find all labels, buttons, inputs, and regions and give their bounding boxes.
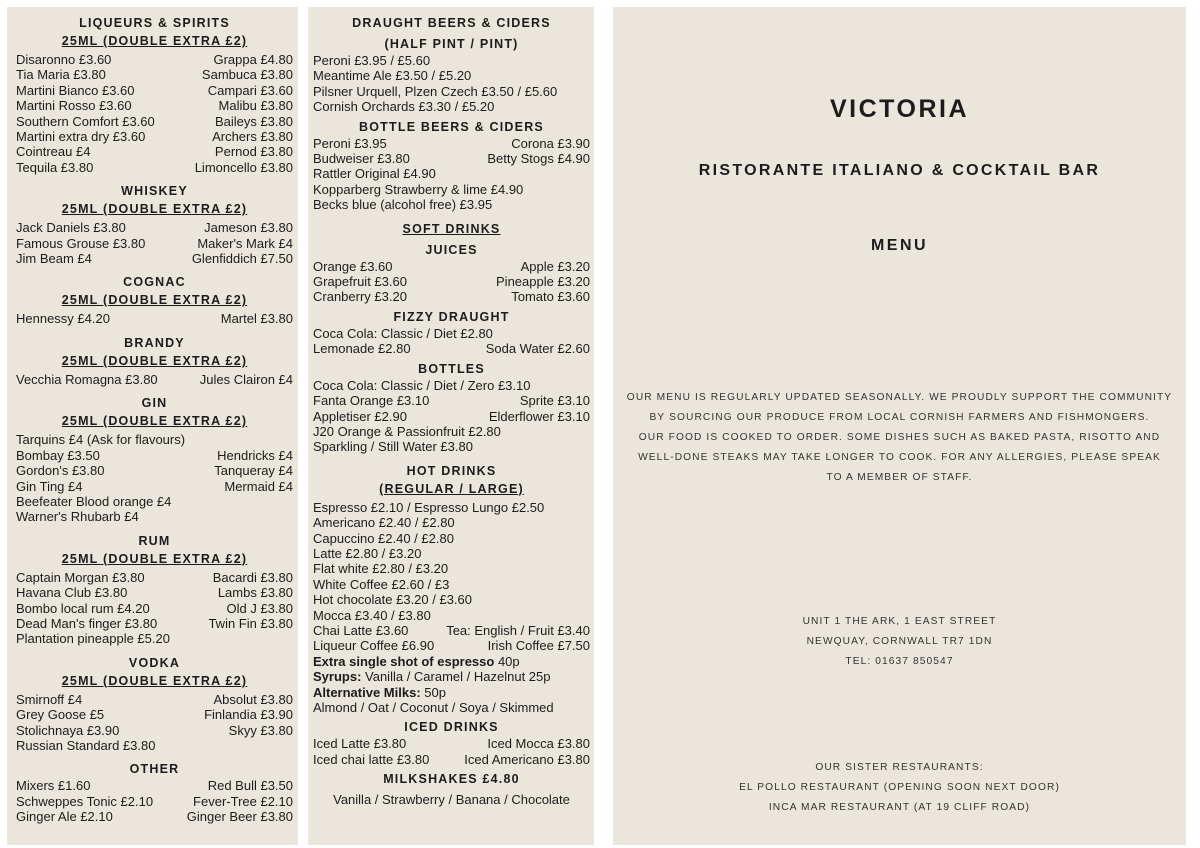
menu-row [16, 794, 293, 809]
menu-item: Plantation pineapple £5.20 [16, 631, 170, 647]
menu-item: Apple £3.20 [520, 258, 590, 274]
menu-item: Southern Comfort £3.60 [16, 113, 155, 129]
menu-row [16, 631, 293, 646]
sister-line: INCA MAR RESTAURANT (AT 19 CLIFF ROAD) [768, 802, 1031, 813]
phone-line: TEL: 01637 850547 [845, 656, 954, 667]
menu-item: Havana Club £3.80 [16, 585, 128, 601]
spacer [16, 175, 293, 179]
bold-label: Alternative Milks: [313, 684, 421, 700]
menu-item: Sprite £3.10 [519, 393, 590, 409]
menu-item: Elderflower £3.10 [488, 408, 590, 424]
menu-item: Becks blue (alcohol free) £3.95 [313, 197, 493, 213]
cover-panel [613, 7, 1186, 845]
menu-row [16, 52, 293, 67]
bold-label: Extra single shot of espresso [313, 653, 495, 669]
menu-item: Bombo local rum £4.20 [16, 600, 150, 616]
intro-line: OUR MENU IS REGULARLY UPDATED SEASONALLY. WE PROUDLY SUPPORT THE COMMUNITY [626, 392, 1173, 403]
section-title: BRANDY [124, 335, 185, 350]
menu-item: Tomato £3.60 [511, 289, 590, 305]
menu-item: Hennessy £4.20 [16, 311, 110, 327]
menu-item: Old J £3.80 [226, 600, 293, 616]
menu-row [16, 809, 293, 824]
menu-item: Tequila £3.80 [16, 159, 94, 175]
intro-line: WELL-DONE STEAKS MAY TAKE LONGER TO COOK. FOR ANY ALLERGIES, PLEASE SPEAK [638, 452, 1161, 463]
sister-heading: OUR SISTER RESTAURANTS: [815, 762, 984, 773]
section-subtitle: 25ML (DOUBLE EXTRA £2) [61, 414, 248, 429]
address-block [613, 612, 1186, 672]
intro-line: TO A MEMBER OF STAFF. [826, 472, 973, 483]
drinks-panel [308, 7, 594, 845]
restaurant-name: VICTORIA [830, 95, 969, 123]
section-title: DRAUGHT BEERS & CIDERS [352, 16, 551, 30]
section-title: BOTTLE BEERS & CIDERS [359, 119, 544, 134]
menu-item: Jameson £3.80 [204, 220, 293, 236]
menu-row [313, 546, 590, 561]
menu-item: Tanqueray £4 [214, 463, 293, 479]
menu-row [16, 67, 293, 82]
menu-row [16, 570, 293, 585]
menu-item: Peroni £3.95 / £5.60 [313, 53, 431, 68]
menu-row [16, 114, 293, 129]
section-subtitle: 25ML (DOUBLE EXTRA £2) [61, 551, 248, 566]
menu-item: Fever-Tree £2.10 [193, 793, 293, 809]
spacer [313, 213, 590, 217]
menu-row [313, 393, 590, 408]
menu-item: Budweiser £3.80 [313, 151, 410, 167]
menu-row [313, 182, 590, 197]
menu-item: Kopparberg Strawberry & lime £4.90 [313, 181, 524, 197]
menu-item: Red Bull £3.50 [207, 778, 293, 794]
menu-row [313, 409, 590, 424]
menu-item: Bombay £3.50 [16, 447, 100, 463]
menu-item: Tia Maria £3.80 [16, 67, 106, 83]
menu-item: Latte £2.80 / £3.20 [313, 545, 422, 561]
menu-item: Martel £3.80 [220, 311, 293, 327]
intro-text [613, 388, 1186, 488]
menu-row [313, 197, 590, 212]
menu-item: Absolut £3.80 [213, 691, 293, 707]
menu-row [313, 577, 590, 592]
menu-item: Tarquins £4 (Ask for flavours) [16, 432, 186, 448]
menu-item: Captain Morgan £3.80 [16, 569, 145, 585]
menu-item: Iced chai latte £3.80 [313, 751, 430, 767]
menu-item: Almond / Oat / Coconut / Soya / Skimmed [313, 700, 554, 715]
menu-item: Iced Mocca £3.80 [487, 736, 590, 752]
menu-row [16, 311, 293, 326]
section-title: COGNAC [123, 275, 186, 290]
section-subtitle: 25ML (DOUBLE EXTRA £2) [61, 293, 248, 308]
menu-row [313, 341, 590, 356]
menu-row [16, 160, 293, 175]
menu-item: Vanilla / Strawberry / Banana / Chocolate [333, 792, 570, 808]
menu-row [16, 494, 293, 509]
menu-row [313, 608, 590, 623]
menu-row [313, 592, 590, 607]
menu-row [16, 479, 293, 494]
menu-row [16, 738, 293, 753]
menu-item: Grappa £4.80 [213, 52, 293, 67]
menu-item: Fanta Orange £3.10 [313, 393, 430, 409]
restaurant-tagline: RISTORANTE ITALIANO & COCKTAIL BAR [698, 162, 1101, 179]
menu-item: Pernod £3.80 [214, 144, 293, 160]
section-title: ICED DRINKS [404, 720, 499, 735]
menu-row [16, 707, 293, 722]
menu-item: Famous Grouse £3.80 [16, 235, 146, 251]
menu-item: Mermaid £4 [224, 478, 293, 494]
menu-item [313, 654, 590, 669]
menu-item: Corona £3.90 [511, 135, 590, 151]
menu-row [313, 136, 590, 151]
menu-item: Jack Daniels £3.80 [16, 220, 126, 236]
menu-item: Bacardi £3.80 [212, 569, 293, 585]
menu-item: Rattler Original £4.90 [313, 166, 436, 182]
menu-row [313, 424, 590, 439]
item-text: 50p [420, 684, 446, 700]
menu-row [313, 151, 590, 166]
menu-item: Meantime Ale £3.50 / £5.20 [313, 68, 472, 84]
menu-item: Martini extra dry £3.60 [16, 129, 146, 145]
menu-row [16, 220, 293, 235]
menu-row [313, 378, 590, 393]
section-subtitle: (REGULAR / LARGE) [379, 481, 524, 496]
menu-row [16, 723, 293, 738]
menu-item: Grey Goose £5 [16, 707, 105, 723]
menu-item: White Coffee £2.60 / £3 [313, 576, 450, 592]
menu-item: Pilsner Urquell, Plzen Czech £3.50 / £5.60 [313, 83, 558, 99]
menu-item: Cointreau £4 [16, 144, 91, 160]
section-subtitle: (HALF PINT / PINT) [384, 37, 519, 51]
section-title: VODKA [128, 655, 181, 670]
menu-item: Maker's Mark £4 [197, 235, 293, 251]
menu-item: Gordon's £3.80 [16, 463, 105, 479]
menu-row [16, 585, 293, 600]
menu-item: Cranberry £3.20 [313, 289, 407, 305]
menu-row [313, 259, 590, 274]
menu-item: Martini Rosso £3.60 [16, 98, 132, 114]
menu-item: Warner's Rhubarb £4 [16, 509, 139, 525]
section-title: LIQUEURS & SPIRITS [79, 16, 230, 30]
menu-row [313, 515, 590, 530]
menu-row [16, 463, 293, 478]
menu-item: Baileys £3.80 [214, 113, 293, 129]
menu-item: Martini Bianco £3.60 [16, 82, 135, 98]
menu-item [313, 669, 590, 684]
spacer [16, 647, 293, 651]
menu-item: Iced Americano £3.80 [464, 751, 590, 767]
menu-item: Gin Ting £4 [16, 478, 83, 494]
sister-line: EL POLLO RESTAURANT (OPENING SOON NEXT DOOR) [739, 782, 1060, 793]
menu-item: Hot chocolate £3.20 / £3.60 [313, 592, 473, 608]
spacer [16, 387, 293, 391]
menu-row [313, 638, 590, 653]
menu-row [313, 623, 590, 638]
address-line: UNIT 1 THE ARK, 1 EAST STREET [802, 616, 997, 627]
menu-row [16, 98, 293, 113]
menu-row [313, 736, 590, 751]
menu-item: Cornish Orchards £3.30 / £5.20 [313, 99, 495, 115]
intro-line: BY SOURCING OUR PRODUCE FROM LOCAL CORNISH FARMERS AND FISHMONGERS. [649, 412, 1150, 423]
menu-item: Jules Clairon £4 [199, 371, 293, 387]
menu-row [16, 509, 293, 524]
spirits-panel [7, 7, 298, 845]
menu-row [313, 274, 590, 289]
menu-row [16, 129, 293, 144]
menu-item: Twin Fin £3.80 [208, 615, 293, 631]
section-title: OTHER [129, 762, 180, 777]
menu-row [16, 372, 293, 387]
menu-item: Tea: English / Fruit £3.40 [446, 622, 590, 638]
menu-item: Dead Man's finger £3.80 [16, 615, 158, 631]
menu-item: Peroni £3.95 [313, 135, 387, 151]
section-title: SOFT DRINKS [402, 221, 501, 236]
address-line: NEWQUAY, CORNWALL TR7 1DN [806, 636, 993, 647]
menu-item: Grapefruit £3.60 [313, 274, 407, 290]
menu-row [16, 616, 293, 631]
menu-row [313, 531, 590, 546]
menu-item: Irish Coffee £7.50 [487, 638, 590, 654]
section-title: WHISKEY [121, 184, 188, 199]
menu-item: Archers £3.80 [212, 129, 293, 145]
section-subtitle: 25ML (DOUBLE EXTRA £2) [61, 202, 248, 217]
menu-row [313, 289, 590, 304]
menu-row [313, 500, 590, 515]
menu-item: Appletiser £2.90 [313, 408, 407, 424]
menu-item: Soda Water £2.60 [485, 341, 590, 357]
menu-item: Sambuca £3.80 [201, 67, 293, 83]
menu-row [16, 236, 293, 251]
menu-row [313, 166, 590, 181]
menu-label: MENU [870, 237, 929, 254]
spacer [16, 327, 293, 331]
menu-row [16, 601, 293, 616]
section-subtitle: 25ML (DOUBLE EXTRA £2) [61, 673, 248, 688]
menu-item: Ginger Beer £3.80 [186, 809, 293, 825]
menu-row [313, 561, 590, 576]
menu-item: Mixers £1.60 [16, 778, 91, 794]
item-text: 40p [494, 653, 520, 669]
menu-item: Schweppes Tonic £2.10 [16, 793, 154, 809]
menu-item: Skyy £3.80 [228, 722, 293, 738]
spacer [16, 753, 293, 757]
menu-row [313, 752, 590, 767]
menu-row [16, 432, 293, 447]
menu-item: Stolichnaya £3.90 [16, 722, 120, 738]
menu-item: J20 Orange & Passionfruit £2.80 [313, 423, 501, 439]
menu-row [313, 439, 590, 454]
menu-item: Pineapple £3.20 [496, 274, 590, 290]
intro-line: OUR FOOD IS COOKED TO ORDER. SOME DISHES SUCH AS BAKED PASTA, RISOTTO AND [638, 432, 1161, 443]
menu-item: Sparkling / Still Water £3.80 [313, 439, 473, 455]
menu-row [16, 83, 293, 98]
menu-item: Campari £3.60 [207, 82, 293, 98]
menu-item: Chai Latte £3.60 [313, 622, 409, 638]
menu-item: Flat white £2.80 / £3.20 [313, 561, 449, 577]
menu-item: Capuccino £2.40 / £2.80 [313, 530, 454, 546]
menu-item: Finlandia £3.90 [204, 707, 293, 723]
menu-row [16, 251, 293, 266]
menu-item: Liqueur Coffee £6.90 [313, 638, 435, 654]
bold-label: Syrups: [313, 669, 362, 685]
section-title: GIN [141, 396, 168, 411]
menu-row [16, 692, 293, 707]
menu-item: Mocca £3.40 / £3.80 [313, 607, 431, 623]
menu-row [313, 326, 590, 341]
menu-item: Coca Cola: Classic / Diet / Zero £3.10 [313, 377, 531, 393]
menu-item: Espresso £2.10 / Espresso Lungo £2.50 [313, 499, 545, 515]
menu-item: Russian Standard £3.80 [16, 737, 156, 753]
menu-item: Disaronno £3.60 [16, 52, 112, 67]
section-title: RUM [138, 533, 171, 548]
menu-item: Iced Latte £3.80 [313, 736, 407, 752]
section-subtitle: 25ML (DOUBLE EXTRA £2) [61, 353, 248, 368]
section-title: MILKSHAKES £4.80 [383, 772, 520, 787]
menu-item: Orange £3.60 [313, 258, 393, 274]
menu-item: Americano £2.40 / £2.80 [313, 515, 455, 531]
item-text: Vanilla / Caramel / Hazelnut 25p [361, 669, 551, 685]
menu-item: Lambs £3.80 [217, 585, 293, 601]
menu-item: Smirnoff £4 [16, 691, 83, 707]
menu-item [313, 685, 590, 700]
menu-item: Beefeater Blood orange £4 [16, 493, 172, 509]
menu-item: Malibu £3.80 [218, 98, 293, 114]
spacer [16, 266, 293, 270]
menu-row [16, 448, 293, 463]
section-title: HOT DRINKS [406, 463, 497, 478]
sister-restaurants [613, 758, 1186, 818]
menu-row [16, 778, 293, 793]
menu-item: Limoncello £3.80 [194, 159, 293, 175]
menu-row [16, 144, 293, 159]
menu-item: Glenfiddich £7.50 [191, 251, 293, 267]
menu-item: Jim Beam £4 [16, 251, 92, 267]
spacer [313, 455, 590, 459]
menu-item: Betty Stogs £4.90 [487, 151, 590, 167]
spacer [16, 525, 293, 529]
menu-item: Coca Cola: Classic / Diet £2.80 [313, 325, 493, 341]
menu-item: Vecchia Romagna £3.80 [16, 371, 158, 387]
menu-item: Ginger Ale £2.10 [16, 809, 113, 825]
section-subtitle: 25ML (DOUBLE EXTRA £2) [61, 34, 248, 48]
menu-item: Hendricks £4 [217, 447, 293, 463]
section-title: BOTTLES [418, 361, 485, 376]
menu-item: Lemonade £2.80 [313, 341, 411, 357]
section-title: JUICES [425, 242, 478, 257]
section-title: FIZZY DRAUGHT [393, 309, 510, 324]
